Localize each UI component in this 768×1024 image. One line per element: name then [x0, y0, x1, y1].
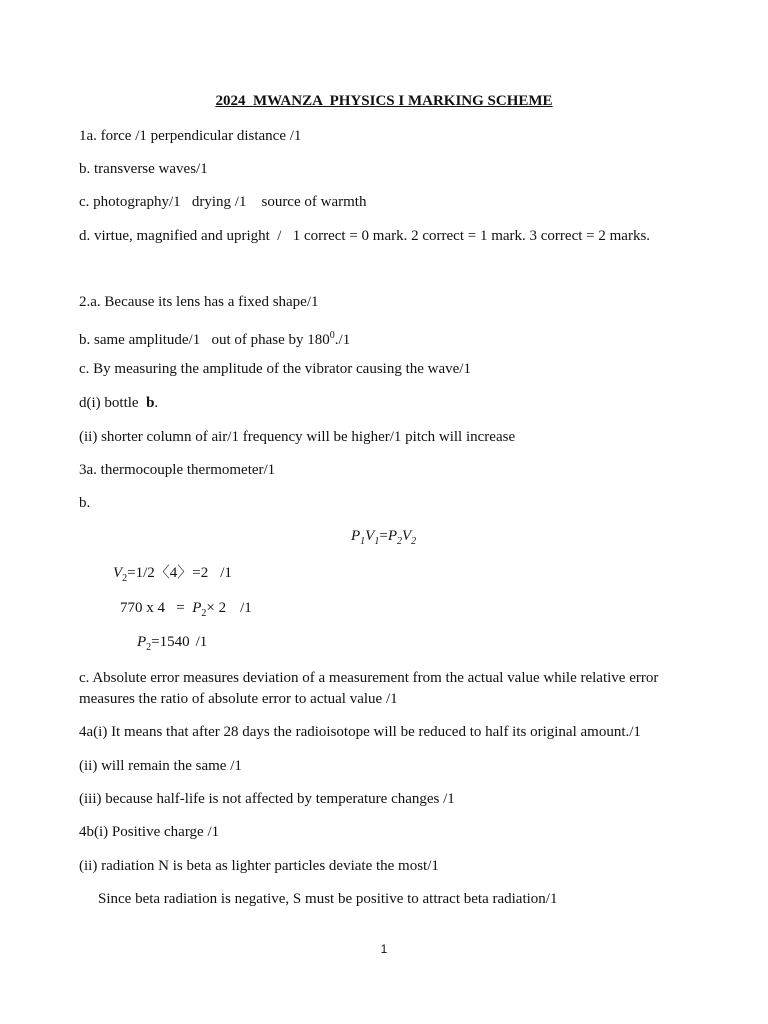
- answer-2d-bottle-letter: b: [146, 395, 155, 411]
- answer-2d-ii: (ii) shorter column of air/1 frequency will be higher/1 pitch will increase: [79, 429, 516, 445]
- answer-1b: b. transverse waves/1: [79, 161, 208, 177]
- page-number: 1: [380, 942, 388, 956]
- answer-2b-text: b. same amplitude/1 out of phase by 180: [79, 332, 330, 348]
- equation-pressure-substitution: 770 x $4 = P_2\times 2$ /1: [120, 600, 252, 619]
- answer-2c: c. By measuring the amplitude of the vibrator causing the wave/1: [79, 361, 471, 377]
- answer-3c-line2: measures the ratio of absolute error to actual value /1: [79, 691, 398, 707]
- answer-4b-ii: (ii) radiation N is beta as lighter particles deviate the most/1: [79, 858, 439, 874]
- answer-2d-suffix: .: [154, 395, 159, 411]
- answer-1d: d. virtue, magnified and upright / 1 correct = 0 mark. 2 correct = 1 mark. 3 correct = 2 marks.: [79, 228, 651, 244]
- answer-2d-i: [79, 393, 158, 413]
- answer-1a: 1a. force /1 perpendicular distance /1: [79, 128, 302, 144]
- answer-1c: c. photography/1 drying /1 source of warmth: [79, 194, 367, 210]
- answer-2b-superscript: 0: [329, 330, 335, 341]
- answer-2b-mark: ./1: [334, 332, 351, 348]
- document-title: 2024 MWANZA PHYSICS I MARKING SCHEME: [215, 93, 553, 109]
- equation-pressure-result: $P_2=1540$ /1: [137, 634, 208, 653]
- answer-2b: [79, 326, 350, 350]
- answer-2a: 2.a. Because its lens has a fixed shape/1: [79, 294, 319, 310]
- equation-boyles-law: $P_1V_1=P_2V_2$: [351, 528, 417, 547]
- answer-3a: 3a. thermocouple thermometer/1: [79, 462, 276, 478]
- answer-3c-line1: c. Absolute error measures deviation of a measurement from the actual value while relative error: [79, 670, 659, 686]
- answer-4b-ii-continued: Since beta radiation is negative, S must be positive to attract beta radiation/1: [98, 891, 558, 907]
- answer-3b-label: b.: [79, 495, 91, 511]
- answer-4a-iii: (iii) because half-life is not affected by temperature changes /1: [79, 791, 455, 807]
- equation-volume: $V_2=1/2〈4〉=2$ /1: [113, 565, 232, 584]
- answer-4a-i: 4a(i) It means that after 28 days the radioisotope will be reduced to half its original amount./1: [79, 724, 641, 740]
- answer-2d-prefix: d(i) bottle: [79, 395, 147, 411]
- answer-4b-i: 4b(i) Positive charge /1: [79, 824, 220, 840]
- answer-4a-ii: (ii) will remain the same /1: [79, 758, 242, 774]
